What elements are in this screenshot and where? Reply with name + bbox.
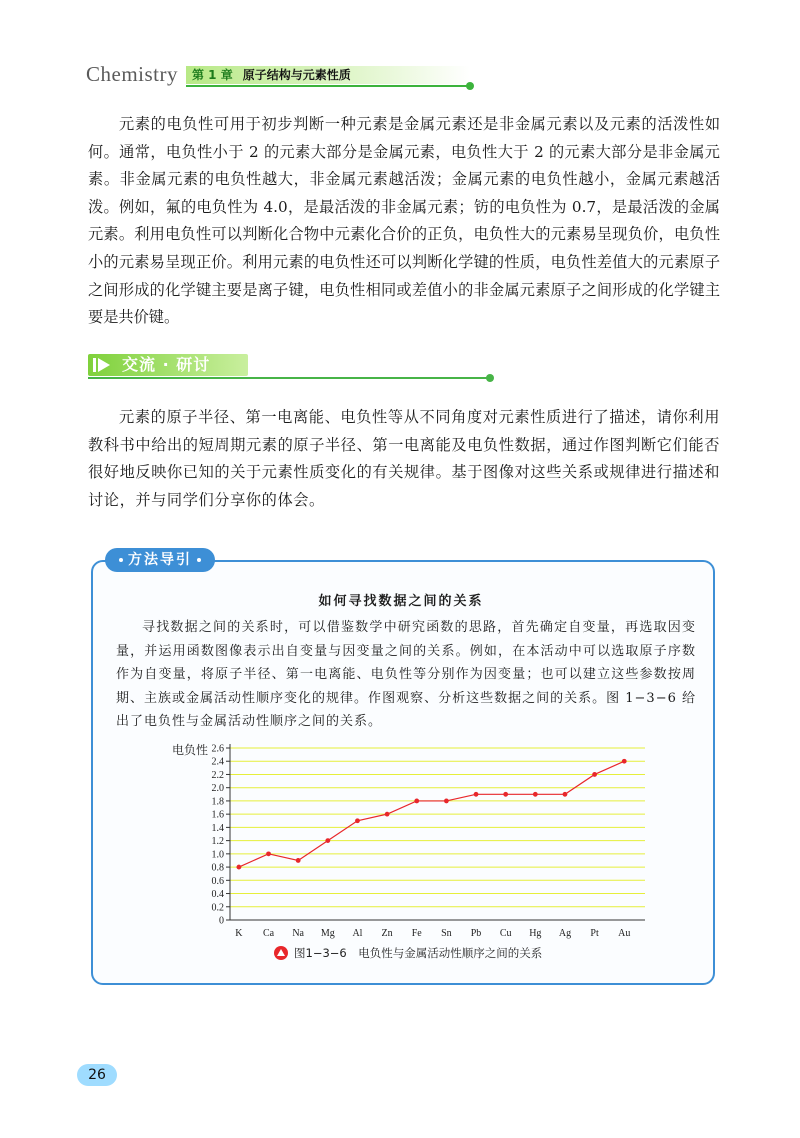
x-tick-label: Ag	[558, 928, 572, 939]
y-tick-label: 0.6	[211, 875, 224, 887]
discussion-paragraph: 元素的原子半径、第一电离能、电负性等从不同角度对元素性质进行了描述，请你利用教科书中给出的短周期元素的原子半径、第一电离能及电负性数据，通过作图判断它们能否很好地反映你已知的关于元素性质变化的有关规律。基于图像对这些关系或规律进行描述和讨论，并与同学们分享你的体会。	[88, 408, 720, 509]
data-point	[266, 851, 271, 856]
data-point	[444, 799, 449, 804]
figure-caption-text: 图1−3−6 电负性与金属活动性顺序之间的关系	[294, 946, 543, 960]
body-paragraph: 元素的电负性可用于初步判断一种元素是金属元素还是非金属元素以及元素的活泼性如何。通常，电负性小于 2 的元素大部分是金属元素，电负性大于 2 的元素大部分是非金属元素。非金属元素的电负性越大，非金属元素越活泼；金属元素的电负性越小，金属元素越活泼。例如，氟的电负性为 4.0，是最活泼的非金属元素；钫的电负性为 0.7，是最活泼的金属元素。利用电负性可以判断化合物中元素化合价的正负，电负性大的元素易呈现负价，电负性小的元素易呈现正价。利用元素的电负性还可以判断化学键的性质，电负性差值大的元素原子之间形成的化学键主要是离子键，电负性相同或差值小的非金属元素原子之间形成的化学键主要是共价键。	[88, 115, 720, 327]
y-tick-label: 0.8	[211, 862, 224, 874]
data-point	[236, 865, 241, 870]
y-tick-label: 0	[219, 915, 224, 927]
y-axis-label: 电负性	[171, 743, 208, 757]
data-point	[503, 792, 508, 797]
data-point	[622, 759, 627, 764]
data-point	[325, 838, 330, 843]
electronegativity-chart	[150, 740, 670, 940]
y-tick-label: 1.6	[211, 809, 224, 821]
play-arrow-icon	[92, 356, 114, 374]
x-tick-label: Zn	[381, 928, 393, 939]
y-tick-label: 2.2	[211, 769, 224, 781]
label-dot-icon	[119, 558, 123, 562]
section-dot	[486, 374, 494, 382]
x-tick-label: Ca	[262, 928, 275, 939]
x-tick-label: Mg	[320, 928, 335, 939]
method-guide-title: 如何寻找数据之间的关系	[318, 594, 484, 609]
chapter-number: 第 1 章	[192, 68, 233, 82]
x-tick-label: Pb	[470, 928, 482, 939]
chapter-tag	[186, 66, 470, 84]
section-rule	[88, 377, 488, 379]
y-tick-label: 2.6	[211, 743, 224, 755]
x-tick-label: Hg	[529, 928, 542, 939]
y-tick-label: 1.8	[211, 796, 224, 808]
method-guide-label	[105, 548, 215, 572]
x-tick-label: Na	[292, 928, 305, 939]
data-point	[533, 792, 538, 797]
x-tick-label: Cu	[499, 928, 512, 939]
header-rule	[186, 85, 468, 87]
method-guide-text: 寻找数据之间的关系时，可以借鉴数学中研究函数的思路，首先确定自变量，再选取因变量，并运用函数图像表示出自变量与因变量之间的关系。例如，在本活动中可以选取原子序数作为自变量，将原子半径、第一电离能、电负性等分别作为因变量；也可以建立这些参数按周期、主族或金属活动性顺序变化的规律。作图观察、分析这些数据之间的关系。图 1−3−6 给出了电负性与金属活动性顺序之间的关系。	[116, 620, 696, 729]
data-point	[414, 799, 419, 804]
chapter-title: 原子结构与元素性质	[242, 68, 351, 82]
triangle-icon	[274, 946, 288, 960]
x-tick-label: Al	[352, 928, 363, 939]
figure-caption	[274, 945, 574, 961]
y-tick-label: 1.2	[211, 836, 224, 848]
page-number: 26	[77, 1064, 117, 1086]
x-tick-label: Sn	[441, 928, 452, 939]
x-tick-label: Pt	[590, 928, 599, 939]
data-point	[296, 858, 301, 863]
section-heading	[88, 352, 493, 382]
section-title: 交流 · 研讨	[122, 355, 211, 374]
brand-title: Chemistry	[86, 62, 178, 86]
y-tick-label: 0.2	[211, 902, 224, 914]
data-point	[563, 792, 568, 797]
y-tick-label: 2.0	[211, 783, 224, 795]
y-tick-label: 0.4	[211, 889, 224, 901]
data-point	[385, 812, 390, 817]
data-point	[592, 772, 597, 777]
label-dot-icon	[197, 558, 201, 562]
data-point	[474, 792, 479, 797]
y-tick-label: 2.4	[211, 756, 224, 768]
y-tick-label: 1.0	[211, 849, 224, 861]
running-header	[86, 62, 386, 88]
x-tick-label: Au	[618, 928, 631, 939]
data-point	[355, 818, 360, 823]
header-dot	[466, 82, 474, 90]
y-tick-label: 1.4	[211, 822, 224, 834]
x-tick-label: Fe	[411, 928, 422, 939]
x-tick-label: K	[235, 928, 243, 939]
method-guide-label-text: 方法导引	[128, 552, 192, 568]
